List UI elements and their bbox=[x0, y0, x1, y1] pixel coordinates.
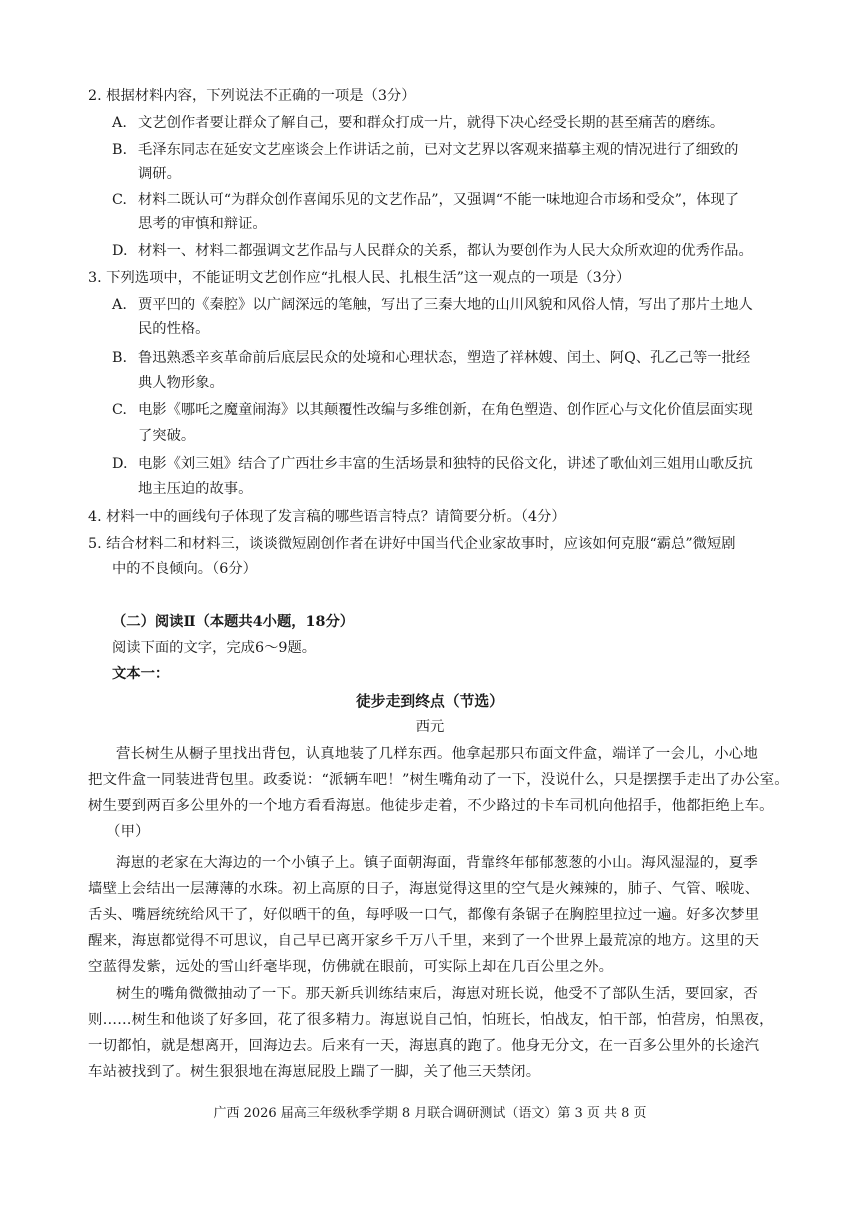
q2-option-a-text: 文艺创作者要让群众了解自己，要和群众打成一片，就得下决心经受长期的甚至痛苦的磨练。 bbox=[138, 115, 725, 131]
story-p3-line-3: 一切都怕，就是想离开，回海边去。后来有一天，海崽真的跑了。他身无分文，在一百多公里外的长途汽 bbox=[88, 1038, 760, 1054]
q2-option-b-text-cont: 调研。 bbox=[138, 166, 181, 182]
question-2-stem: 2. 根据材料内容，下列说法不正确的一项是（3分） bbox=[88, 88, 416, 104]
q3-option-b-text-cont: 典人物形象。 bbox=[138, 375, 224, 391]
q3-option-c-text: 电影《哪吒之魔童闹海》以其颠覆性改编与多维创新，在角色塑造、创作匠心与文化价值层面实现 bbox=[138, 402, 753, 418]
q2-option-c-text-cont: 思考的审慎和辩证。 bbox=[138, 216, 267, 232]
q3-option-a-letter: A. bbox=[112, 297, 127, 313]
story-p2-line-1: 海崽的老家在大海边的一个小镇子上。镇子面朝海面，背靠终年郁郁葱葱的小山。海风湿湿的，夏季 bbox=[116, 855, 758, 871]
q2-option-d-text: 材料一、材料二都强调文艺作品与人民群众的关系，都认为要创作为人民大众所欢迎的优秀作品。 bbox=[138, 243, 753, 259]
story-p3-line-4: 车站被找到了。树生狠狠地在海崽屁股上踹了一脚，关了他三天禁闭。 bbox=[88, 1064, 541, 1080]
story-p3-line-1: 树生的嘴角微微抽动了一下。那天新兵训练结束后，海崽对班长说，他受不了部队生活，要回家，否 bbox=[116, 986, 758, 1002]
story-p1-line-3: 树生要到两百多公里外的一个地方看看海崽。他徒步走着，不少路过的卡车司机向他招手，他都拒绝上车。 bbox=[88, 798, 774, 814]
page-footer: 广西 2026 届高三年级秋季学期 8 月联合调研测试（语文）第 3 页 共 8 页 bbox=[213, 1106, 647, 1121]
story-p2-line-5: 空蓝得发紫，远处的雪山纤毫毕现，仿佛就在眼前，可实际上却在几百公里之外。 bbox=[88, 959, 614, 975]
story-author: 西元 bbox=[415, 719, 445, 735]
q3-option-d-text: 电影《刘三姐》结合了广西壮乡丰富的生活场景和独特的民俗文化，讲述了歌仙刘三姐用山歌反抗 bbox=[138, 456, 753, 472]
q3-option-a-text-cont: 民的性格。 bbox=[138, 321, 210, 337]
q2-option-b-text: 毛泽东同志在延安文艺座谈会上作讲话之前，已对文艺界以客观来描摹主观的情况进行了细致的 bbox=[138, 142, 739, 158]
text-label: 文本一： bbox=[112, 666, 170, 682]
section-heading: （二）阅读Ⅱ（本题共4小题，18分） bbox=[112, 614, 355, 630]
story-p2-line-4: 醒来，海崽都觉得不可思议，自己早已离开家乡千万八千里，来到了一个世界上最荒凉的地方。这里的天 bbox=[88, 933, 760, 949]
q3-option-c-text-cont: 了突破。 bbox=[138, 428, 196, 444]
question-4-stem: 4. 材料一中的画线句子体现了发言稿的哪些语言特点？请简要分析。（4分） bbox=[88, 509, 566, 525]
q2-option-b-letter: B. bbox=[112, 142, 128, 158]
q2-option-a-letter: A. bbox=[112, 115, 127, 131]
q3-option-b-letter: B. bbox=[112, 350, 128, 366]
section-instruction: 阅读下面的文字，完成6～9题。 bbox=[112, 640, 317, 656]
q3-option-b-text: 鲁迅熟悉辛亥革命前后底层民众的处境和心理状态，塑造了祥林嫂、闰土、阿Q、孔乙己等一批经 bbox=[138, 350, 751, 366]
q2-option-c-text: 材料二既认可“为群众创作喜闻乐见的文艺作品”，又强调“不能一味地迎合市场和受众”，体现了 bbox=[138, 192, 740, 208]
story-p2-line-3: 舌头、嘴唇统统给风干了，好似晒干的鱼，每呼吸一口气，都像有条锯子在胸腔里拉过一遍。好多次梦里 bbox=[88, 907, 760, 923]
q3-option-d-text-cont: 地主压迫的故事。 bbox=[138, 481, 253, 497]
story-p1-line-1: 营长树生从橱子里找出背包，认真地装了几样东西。他拿起那只布面文件盒，端详了一会儿，小心地 bbox=[116, 746, 758, 762]
q3-option-d-letter: D. bbox=[112, 456, 128, 472]
story-p1-line-2: 把文件盒一同装进背包里。政委说：“派辆车吧！”树生嘴角动了一下，没说什么，只是摆摆手走出了办公室。 bbox=[88, 772, 789, 788]
q3-option-a-text: 贾平凹的《秦腔》以广阔深远的笔触，写出了三秦大地的山川风貌和风俗人情，写出了那片土地人 bbox=[138, 297, 753, 313]
question-5-stem-cont: 中的不良倾向。（6分） bbox=[112, 561, 257, 577]
q3-option-c-letter: C. bbox=[112, 402, 127, 418]
story-title: 徒步走到终点（节选） bbox=[356, 693, 504, 710]
q2-option-d-letter: D. bbox=[112, 243, 128, 259]
story-marker-jia: （甲） bbox=[106, 824, 150, 840]
question-3-stem: 3. 下列选项中，不能证明文艺创作应“扎根人民、扎根生活”这一观点的一项是（3分） bbox=[88, 270, 631, 286]
q2-option-c-letter: C. bbox=[112, 192, 127, 208]
story-p3-line-2: 则……树生和他谈了好多回，花了很多精力。海崽说自己怕，怕班长，怕战友，怕干部，怕营房，怕黑夜， bbox=[88, 1012, 774, 1028]
question-5-stem: 5. 结合材料二和材料三，谈谈微短剧创作者在讲好中国当代企业家故事时，应该如何克服“霸总”微短剧 bbox=[88, 536, 736, 552]
story-p2-line-2: 墙壁上会结出一层薄薄的水珠。初上高原的日子，海崽觉得这里的空气是火辣辣的，肺子、气管、喉咙、 bbox=[88, 881, 760, 897]
